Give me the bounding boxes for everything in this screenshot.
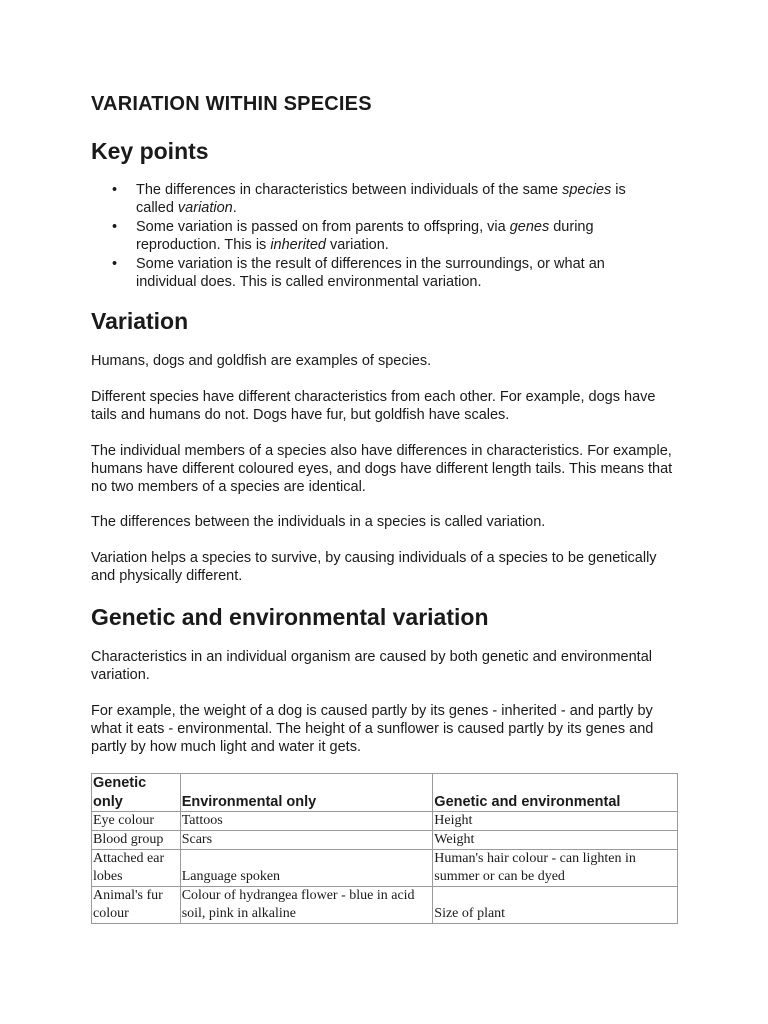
table-cell: Attached ear lobes <box>92 850 181 887</box>
table-cell: Colour of hydrangea flower - blue in acid soil, pink in alkaline <box>180 887 433 924</box>
paragraph: For example, the weight of a dog is caused partly by its genes - inherited - and partly by what it eats - environmental. The height of a sunflower is caused partly by its genes and partly by how much light and water it gets. <box>91 703 654 755</box>
bullet-icon: • <box>112 256 118 272</box>
table-row <box>92 850 678 887</box>
column-header: Genetic and environmental <box>433 774 678 812</box>
text-run: . <box>232 199 237 216</box>
column-header: Genetic only <box>92 774 181 812</box>
key-point-item <box>91 256 651 291</box>
paragraph: Different species have different characteristics from each other. For example, dogs have tails and humans do not. Dogs have fur, but goldfish have scales. <box>91 389 656 423</box>
text-run: is called <box>136 182 626 216</box>
emphasized-term: variation <box>177 199 233 216</box>
variation-table <box>91 773 678 924</box>
paragraph: The differences between the individuals in a species is called variation. <box>91 514 546 530</box>
text-run: The differences in characteristics between individuals of the same <box>136 182 563 198</box>
key-point-item <box>91 182 651 217</box>
text-run: Some variation is the result of differences in the surroundings, or what an individual does. This is called environmental variation. <box>136 256 605 290</box>
table-cell: Height <box>433 812 678 831</box>
table-cell: Language spoken <box>180 850 433 887</box>
heading-variation: Variation <box>91 308 189 334</box>
key-points-list <box>91 182 651 293</box>
text-run: Some variation is passed on from parents to offspring, via <box>136 219 510 235</box>
paragraph: Humans, dogs and goldfish are examples of species. <box>91 353 432 369</box>
bullet-icon: • <box>112 219 118 235</box>
table-cell: Blood group <box>92 831 181 850</box>
key-point-item <box>91 219 651 254</box>
paragraph: Characteristics in an individual organism are caused by both genetic and environmental variation. <box>91 649 652 683</box>
table-row <box>92 831 678 850</box>
heading-genetic-environmental: Genetic and environmental variation <box>91 604 489 630</box>
table-row <box>92 887 678 924</box>
table-cell: Animal's fur colour <box>92 887 181 924</box>
table-cell: Human's hair colour - can lighten in summer or can be dyed <box>433 850 678 887</box>
heading-key-points: Key points <box>91 138 209 164</box>
bullet-icon: • <box>112 182 118 198</box>
column-header: Environmental only <box>180 774 433 812</box>
table-header-row <box>92 774 678 812</box>
paragraph: Variation helps a species to survive, by causing individuals of a species to be genetically and physically different. <box>91 550 657 584</box>
table-row <box>92 812 678 831</box>
table-cell: Tattoos <box>180 812 433 831</box>
text-run: variation. <box>325 236 389 253</box>
table-cell: Scars <box>180 831 433 850</box>
text-run: during reproduction. This is <box>136 219 594 253</box>
emphasized-term: genes <box>509 219 550 235</box>
paragraph: The individual members of a species also have differences in characteristics. For example, humans have different coloured eyes, and dogs have different length tails. This means that no two members of a species are identical. <box>91 443 673 495</box>
table-cell: Weight <box>433 831 678 850</box>
emphasized-term: species <box>562 182 612 198</box>
table-cell: Size of plant <box>433 887 678 924</box>
emphasized-term: inherited <box>270 236 326 253</box>
document-title: VARIATION WITHIN SPECIES <box>91 93 372 115</box>
table-cell: Eye colour <box>92 812 181 831</box>
